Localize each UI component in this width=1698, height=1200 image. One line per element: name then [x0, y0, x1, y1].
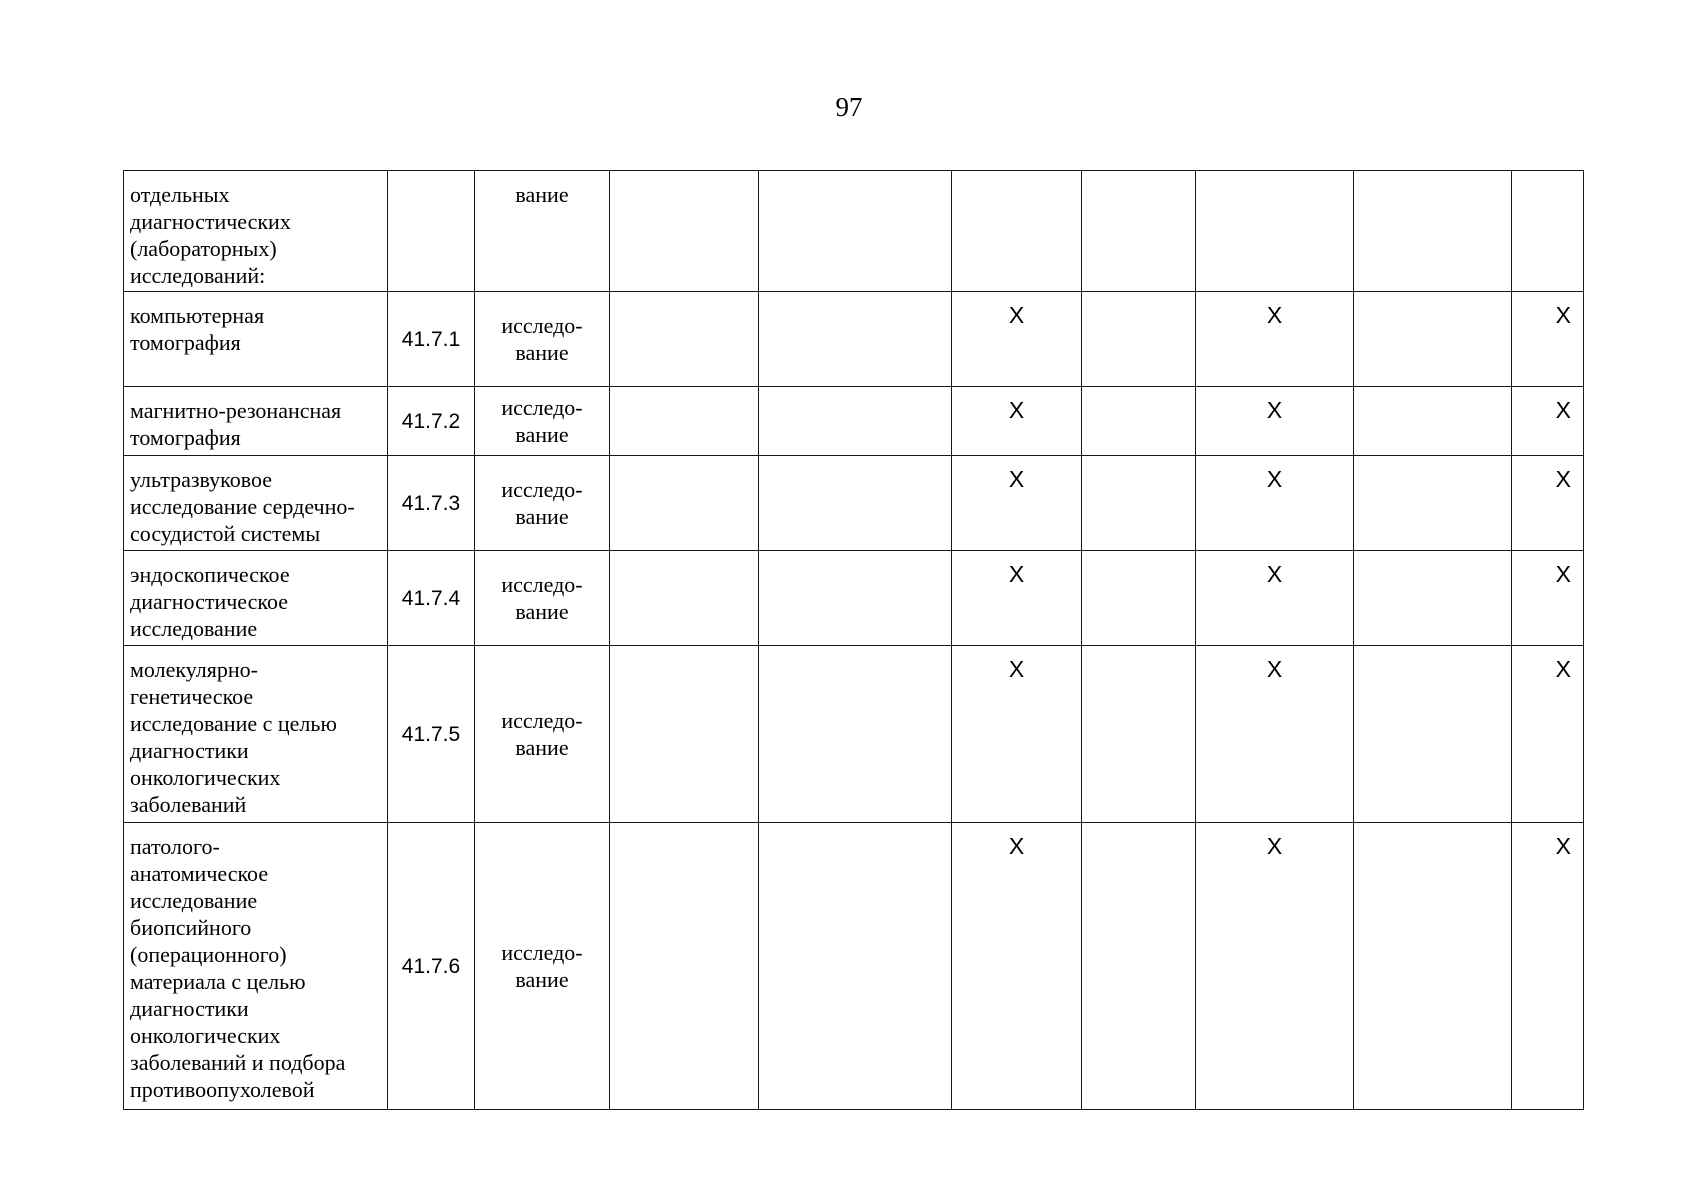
service-name-line: томография	[130, 425, 241, 450]
cell-unit	[475, 292, 610, 387]
service-name-line: исследований:	[130, 263, 266, 288]
cell-row-code: 41.7.1	[388, 292, 475, 387]
cell-empty	[1082, 646, 1196, 823]
service-name-line: томография	[130, 330, 241, 355]
unit-line: вание	[515, 182, 569, 207]
cell-mark-x: X	[1512, 823, 1584, 1110]
cell-empty	[610, 646, 759, 823]
service-name-line: противоопухолевой	[130, 1077, 315, 1102]
service-name-line: диагностическое	[130, 589, 288, 614]
cell-mark-x: X	[952, 292, 1082, 387]
service-name-line: исследование	[130, 616, 258, 641]
service-name-line: анатомическое	[130, 861, 269, 886]
table-row	[124, 387, 1584, 456]
cell-service-name	[124, 456, 388, 551]
cell-row-code: 41.7.4	[388, 551, 475, 646]
service-name-line: патолого-	[130, 834, 220, 859]
service-name-line: (операционного)	[130, 942, 287, 967]
cell-mark-x: X	[1196, 456, 1354, 551]
unit-line: исследо-	[501, 572, 583, 597]
services-table	[123, 170, 1584, 1110]
cell-unit	[475, 171, 610, 292]
service-name-line: исследование с целью	[130, 711, 337, 736]
cell-mark-x: X	[1196, 646, 1354, 823]
page-number: 97	[835, 92, 863, 122]
cell-row-code: 41.7.6	[388, 823, 475, 1110]
cell-empty	[1354, 551, 1512, 646]
cell-row-code	[388, 171, 475, 292]
cell-empty	[1354, 823, 1512, 1110]
cell-mark-x: X	[952, 387, 1082, 456]
cell-unit	[475, 456, 610, 551]
unit-line: вание	[515, 340, 569, 365]
cell-empty	[1082, 171, 1196, 292]
cell-row-code: 41.7.2	[388, 387, 475, 456]
cell-empty	[1196, 171, 1354, 292]
cell-empty	[1082, 292, 1196, 387]
service-name-line: биопсийного	[130, 915, 252, 940]
cell-empty	[759, 551, 952, 646]
table-row	[124, 456, 1584, 551]
cell-empty	[1082, 387, 1196, 456]
cell-empty	[759, 646, 952, 823]
cell-service-name	[124, 823, 388, 1110]
cell-empty	[610, 551, 759, 646]
cell-service-name	[124, 646, 388, 823]
cell-mark-x: X	[1196, 292, 1354, 387]
table-body	[124, 171, 1584, 1110]
unit-line: вание	[515, 599, 569, 624]
service-name-line: генетическое	[130, 684, 254, 709]
service-name-line: материала с целью	[130, 969, 306, 994]
cell-empty	[759, 387, 952, 456]
table-row	[124, 823, 1584, 1110]
cell-empty	[759, 823, 952, 1110]
cell-service-name	[124, 551, 388, 646]
cell-unit	[475, 646, 610, 823]
cell-mark-x: X	[1512, 646, 1584, 823]
service-name-line: заболеваний	[130, 792, 247, 817]
cell-mark-x: X	[1512, 292, 1584, 387]
cell-empty	[952, 171, 1082, 292]
unit-line: вание	[515, 504, 569, 529]
service-name-line: исследование сердечно-	[130, 494, 355, 519]
cell-empty	[610, 387, 759, 456]
unit-line: исследо-	[501, 708, 583, 733]
cell-mark-x: X	[952, 823, 1082, 1110]
unit-line: вание	[515, 422, 569, 447]
table-row	[124, 292, 1584, 387]
unit-line: исследо-	[501, 313, 583, 338]
cell-row-code: 41.7.3	[388, 456, 475, 551]
cell-service-name	[124, 387, 388, 456]
unit-line: исследо-	[501, 477, 583, 502]
service-name-line: диагностики	[130, 996, 249, 1021]
unit-line: исследо-	[501, 940, 583, 965]
cell-mark-x: X	[952, 551, 1082, 646]
service-name-line: отдельных	[130, 182, 230, 207]
service-name-line: компьютерная	[130, 303, 265, 328]
cell-row-code: 41.7.5	[388, 646, 475, 823]
cell-empty	[1354, 456, 1512, 551]
cell-mark-x: X	[1512, 456, 1584, 551]
cell-service-name	[124, 171, 388, 292]
service-name-line: магнитно-резонансная	[130, 398, 342, 423]
unit-line: исследо-	[501, 395, 583, 420]
cell-empty	[1354, 387, 1512, 456]
cell-unit	[475, 823, 610, 1110]
service-name-line: молекулярно-	[130, 657, 258, 682]
service-name-line: ультразвуковое	[130, 467, 273, 492]
cell-empty	[610, 823, 759, 1110]
cell-mark-x: X	[1196, 823, 1354, 1110]
cell-empty	[1354, 292, 1512, 387]
service-name-line: диагностических	[130, 209, 291, 234]
cell-mark-x: X	[1512, 387, 1584, 456]
cell-empty	[1082, 456, 1196, 551]
service-name-line: онкологических	[130, 1023, 281, 1048]
cell-empty	[1512, 171, 1584, 292]
cell-empty	[610, 456, 759, 551]
service-name-line: (лабораторных)	[130, 236, 277, 261]
cell-unit	[475, 551, 610, 646]
service-name-line: заболеваний и подбора	[130, 1050, 346, 1075]
cell-empty	[1082, 823, 1196, 1110]
table-row	[124, 171, 1584, 292]
cell-empty	[610, 292, 759, 387]
cell-mark-x: X	[1196, 387, 1354, 456]
unit-line: вание	[515, 735, 569, 760]
unit-line: вание	[515, 967, 569, 992]
table-row	[124, 551, 1584, 646]
table-row	[124, 646, 1584, 823]
cell-empty	[759, 456, 952, 551]
cell-empty	[759, 171, 952, 292]
service-name-line: исследование	[130, 888, 258, 913]
cell-empty	[1354, 646, 1512, 823]
service-name-line: диагностики	[130, 738, 249, 763]
cell-empty	[1354, 171, 1512, 292]
service-name-line: эндоскопическое	[130, 562, 290, 587]
cell-empty	[1082, 551, 1196, 646]
cell-mark-x: X	[952, 646, 1082, 823]
service-name-line: сосудистой системы	[130, 521, 321, 546]
cell-unit	[475, 387, 610, 456]
service-name-line: онкологических	[130, 765, 281, 790]
cell-empty	[759, 292, 952, 387]
cell-mark-x: X	[1512, 551, 1584, 646]
cell-service-name	[124, 292, 388, 387]
cell-empty	[610, 171, 759, 292]
cell-mark-x: X	[1196, 551, 1354, 646]
cell-mark-x: X	[952, 456, 1082, 551]
